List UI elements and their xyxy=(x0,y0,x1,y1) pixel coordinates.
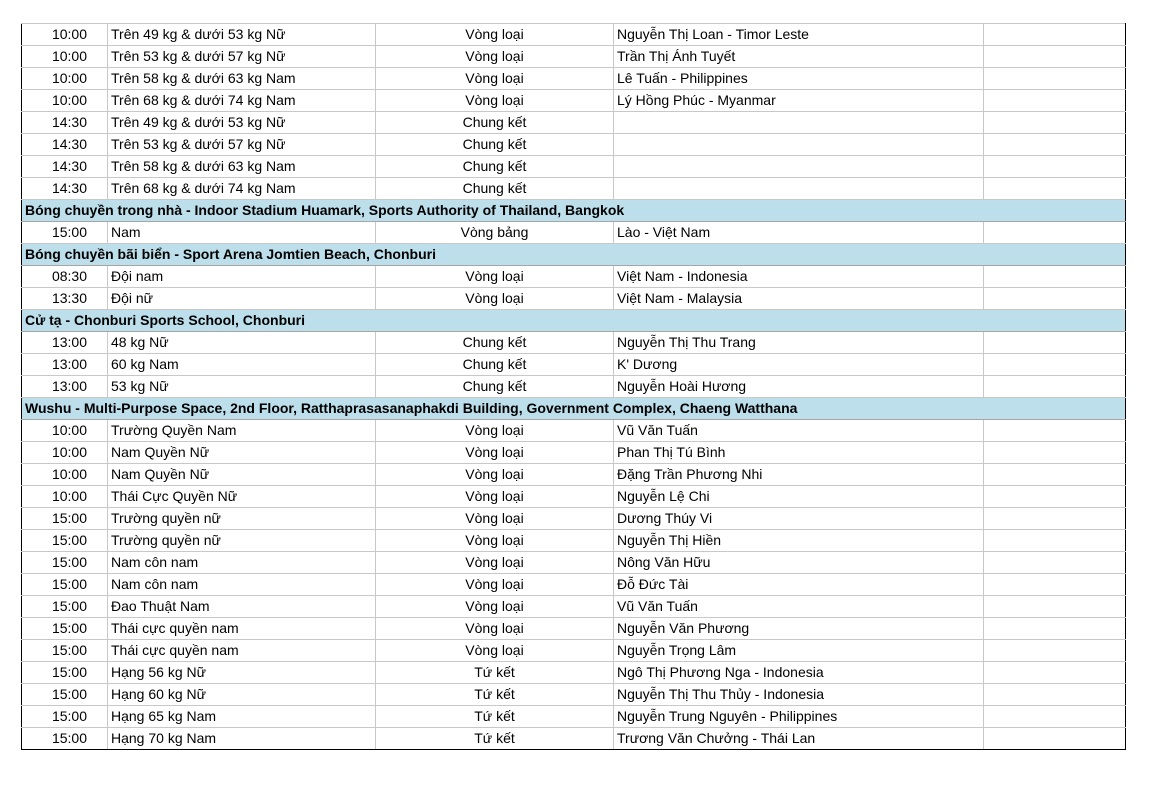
time-cell[interactable]: 10:00 xyxy=(22,464,108,486)
empty-cell[interactable] xyxy=(984,530,1126,552)
event-cell[interactable]: Trên 68 kg & dưới 74 kg Nam xyxy=(108,178,376,200)
event-cell[interactable]: 53 kg Nữ xyxy=(108,376,376,398)
time-cell[interactable]: 15:00 xyxy=(22,596,108,618)
athlete-cell[interactable] xyxy=(614,156,984,178)
time-cell[interactable]: 10:00 xyxy=(22,420,108,442)
time-cell[interactable]: 10:00 xyxy=(22,46,108,68)
table-row[interactable] xyxy=(22,420,1126,442)
time-cell[interactable]: 14:30 xyxy=(22,178,108,200)
stage-cell[interactable]: Vòng loại xyxy=(376,530,614,552)
table-row[interactable] xyxy=(22,442,1126,464)
table-row[interactable] xyxy=(22,706,1126,728)
stage-cell[interactable]: Vòng loại xyxy=(376,24,614,46)
empty-cell[interactable] xyxy=(984,420,1126,442)
empty-cell[interactable] xyxy=(984,486,1126,508)
stage-cell[interactable]: Tứ kết xyxy=(376,728,614,750)
athlete-cell[interactable] xyxy=(614,112,984,134)
event-cell[interactable]: Hạng 56 kg Nữ xyxy=(108,662,376,684)
table-row[interactable] xyxy=(22,486,1126,508)
event-cell[interactable]: Đao Thuật Nam xyxy=(108,596,376,618)
time-cell[interactable]: 14:30 xyxy=(22,134,108,156)
stage-cell[interactable]: Vòng loại xyxy=(376,266,614,288)
time-cell[interactable]: 15:00 xyxy=(22,530,108,552)
time-cell[interactable]: 15:00 xyxy=(22,222,108,244)
time-cell[interactable]: 10:00 xyxy=(22,24,108,46)
section-header-row[interactable] xyxy=(22,398,1126,420)
time-cell[interactable]: 10:00 xyxy=(22,90,108,112)
time-cell[interactable]: 15:00 xyxy=(22,618,108,640)
table-row[interactable] xyxy=(22,46,1126,68)
athlete-cell[interactable]: Lý Hồng Phúc - Myanmar xyxy=(614,90,984,112)
table-row[interactable] xyxy=(22,156,1126,178)
section-title-cell[interactable]: Bóng chuyền bãi biển - Sport Arena Jomtien Beach, Chonburi xyxy=(22,244,1126,266)
table-row[interactable] xyxy=(22,24,1126,46)
empty-cell[interactable] xyxy=(984,728,1126,750)
table-row[interactable] xyxy=(22,684,1126,706)
event-cell[interactable]: Hạng 65 kg Nam xyxy=(108,706,376,728)
time-cell[interactable]: 14:30 xyxy=(22,112,108,134)
section-header-row[interactable] xyxy=(22,200,1126,222)
stage-cell[interactable]: Vòng loại xyxy=(376,420,614,442)
time-cell[interactable]: 13:30 xyxy=(22,288,108,310)
empty-cell[interactable] xyxy=(984,706,1126,728)
table-row[interactable] xyxy=(22,464,1126,486)
stage-cell[interactable]: Vòng loại xyxy=(376,442,614,464)
athlete-cell[interactable]: Trần Thị Ánh Tuyết xyxy=(614,46,984,68)
table-row[interactable] xyxy=(22,178,1126,200)
stage-cell[interactable]: Vòng loại xyxy=(376,486,614,508)
table-row[interactable] xyxy=(22,662,1126,684)
event-cell[interactable]: Nam Quyền Nữ xyxy=(108,464,376,486)
event-cell[interactable]: 60 kg Nam xyxy=(108,354,376,376)
stage-cell[interactable]: Vòng loại xyxy=(376,574,614,596)
time-cell[interactable]: 14:30 xyxy=(22,156,108,178)
athlete-cell[interactable]: Vũ Văn Tuấn xyxy=(614,596,984,618)
table-row[interactable] xyxy=(22,288,1126,310)
event-cell[interactable]: Trên 58 kg & dưới 63 kg Nam xyxy=(108,68,376,90)
empty-cell[interactable] xyxy=(984,640,1126,662)
stage-cell[interactable]: Vòng loại xyxy=(376,552,614,574)
stage-cell[interactable]: Vòng loại xyxy=(376,596,614,618)
table-row[interactable] xyxy=(22,112,1126,134)
athlete-cell[interactable]: Dương Thúy Vi xyxy=(614,508,984,530)
table-row[interactable] xyxy=(22,222,1126,244)
empty-cell[interactable] xyxy=(984,46,1126,68)
event-cell[interactable]: Trên 53 kg & dưới 57 kg Nữ xyxy=(108,46,376,68)
section-title-cell[interactable]: Cử tạ - Chonburi Sports School, Chonburi xyxy=(22,310,1126,332)
stage-cell[interactable]: Vòng loại xyxy=(376,90,614,112)
athlete-cell[interactable]: Nguyễn Lệ Chi xyxy=(614,486,984,508)
event-cell[interactable]: Nam xyxy=(108,222,376,244)
empty-cell[interactable] xyxy=(984,684,1126,706)
athlete-cell[interactable]: Trương Văn Chưởng - Thái Lan xyxy=(614,728,984,750)
empty-cell[interactable] xyxy=(984,508,1126,530)
stage-cell[interactable]: Vòng loại xyxy=(376,464,614,486)
event-cell[interactable]: Nam côn nam xyxy=(108,574,376,596)
event-cell[interactable]: Hạng 70 kg Nam xyxy=(108,728,376,750)
athlete-cell[interactable]: Nguyễn Thị Hiền xyxy=(614,530,984,552)
stage-cell[interactable]: Vòng loại xyxy=(376,618,614,640)
time-cell[interactable]: 15:00 xyxy=(22,662,108,684)
athlete-cell[interactable]: Nông Văn Hữu xyxy=(614,552,984,574)
athlete-cell[interactable]: Vũ Văn Tuấn xyxy=(614,420,984,442)
empty-cell[interactable] xyxy=(984,24,1126,46)
athlete-cell[interactable]: Nguyễn Hoài Hương xyxy=(614,376,984,398)
empty-cell[interactable] xyxy=(984,112,1126,134)
event-cell[interactable]: Hạng 60 kg Nữ xyxy=(108,684,376,706)
table-row[interactable] xyxy=(22,728,1126,750)
schedule-table-body xyxy=(22,24,1126,750)
athlete-cell[interactable]: Lào - Việt Nam xyxy=(614,222,984,244)
stage-cell[interactable]: Vòng bảng xyxy=(376,222,614,244)
event-cell[interactable]: Thái Cực Quyền Nữ xyxy=(108,486,376,508)
empty-cell[interactable] xyxy=(984,222,1126,244)
athlete-cell[interactable]: Đỗ Đức Tài xyxy=(614,574,984,596)
athlete-cell[interactable] xyxy=(614,178,984,200)
event-cell[interactable]: Trên 53 kg & dưới 57 kg Nữ xyxy=(108,134,376,156)
table-row[interactable] xyxy=(22,134,1126,156)
empty-cell[interactable] xyxy=(984,68,1126,90)
athlete-cell[interactable]: Việt Nam - Indonesia xyxy=(614,266,984,288)
section-header-row[interactable] xyxy=(22,244,1126,266)
section-title-cell[interactable]: Bóng chuyền trong nhà - Indoor Stadium Huamark, Sports Authority of Thailand, Bangkok xyxy=(22,200,1126,222)
athlete-cell[interactable]: K' Dương xyxy=(614,354,984,376)
time-cell[interactable]: 13:00 xyxy=(22,376,108,398)
stage-cell[interactable]: Vòng loại xyxy=(376,46,614,68)
stage-cell[interactable]: Chung kết xyxy=(376,156,614,178)
event-cell[interactable]: Trường Quyền Nam xyxy=(108,420,376,442)
table-row[interactable] xyxy=(22,266,1126,288)
event-cell[interactable]: 48 kg Nữ xyxy=(108,332,376,354)
time-cell[interactable]: 15:00 xyxy=(22,552,108,574)
athlete-cell[interactable]: Ngô Thị Phương Nga - Indonesia xyxy=(614,662,984,684)
empty-cell[interactable] xyxy=(984,376,1126,398)
athlete-cell[interactable]: Nguyễn Thị Thu Thủy - Indonesia xyxy=(614,684,984,706)
athlete-cell[interactable]: Đặng Trần Phương Nhi xyxy=(614,464,984,486)
empty-cell[interactable] xyxy=(984,442,1126,464)
stage-cell[interactable]: Vòng loại xyxy=(376,68,614,90)
stage-cell[interactable]: Tứ kết xyxy=(376,684,614,706)
event-cell[interactable]: Trường quyền nữ xyxy=(108,508,376,530)
time-cell[interactable]: 08:30 xyxy=(22,266,108,288)
event-cell[interactable]: Đội nam xyxy=(108,266,376,288)
empty-cell[interactable] xyxy=(984,288,1126,310)
empty-cell[interactable] xyxy=(984,596,1126,618)
empty-cell[interactable] xyxy=(984,332,1126,354)
athlete-cell[interactable]: Nguyễn Văn Phương xyxy=(614,618,984,640)
event-cell[interactable]: Thái cực quyền nam xyxy=(108,618,376,640)
section-header-row[interactable] xyxy=(22,310,1126,332)
event-cell[interactable]: Trên 68 kg & dưới 74 kg Nam xyxy=(108,90,376,112)
empty-cell[interactable] xyxy=(984,178,1126,200)
stage-cell[interactable]: Vòng loại xyxy=(376,640,614,662)
table-row[interactable] xyxy=(22,354,1126,376)
stage-cell[interactable]: Chung kết xyxy=(376,376,614,398)
schedule-table xyxy=(21,23,1126,750)
time-cell[interactable]: 15:00 xyxy=(22,640,108,662)
stage-cell[interactable]: Tứ kết xyxy=(376,662,614,684)
empty-cell[interactable] xyxy=(984,464,1126,486)
empty-cell[interactable] xyxy=(984,574,1126,596)
table-row[interactable] xyxy=(22,376,1126,398)
stage-cell[interactable]: Tứ kết xyxy=(376,706,614,728)
stage-cell[interactable]: Chung kết xyxy=(376,354,614,376)
stage-cell[interactable]: Chung kết xyxy=(376,112,614,134)
time-cell[interactable]: 10:00 xyxy=(22,68,108,90)
empty-cell[interactable] xyxy=(984,354,1126,376)
athlete-cell[interactable]: Việt Nam - Malaysia xyxy=(614,288,984,310)
athlete-cell[interactable]: Nguyễn Trọng Lâm xyxy=(614,640,984,662)
event-cell[interactable]: Trên 58 kg & dưới 63 kg Nam xyxy=(108,156,376,178)
time-cell[interactable]: 15:00 xyxy=(22,706,108,728)
stage-cell[interactable]: Vòng loại xyxy=(376,508,614,530)
stage-cell[interactable]: Chung kết xyxy=(376,178,614,200)
time-cell[interactable]: 15:00 xyxy=(22,508,108,530)
event-cell[interactable]: Trường quyền nữ xyxy=(108,530,376,552)
table-row[interactable] xyxy=(22,640,1126,662)
athlete-cell[interactable]: Lê Tuấn - Philippines xyxy=(614,68,984,90)
table-row[interactable] xyxy=(22,508,1126,530)
time-cell[interactable]: 15:00 xyxy=(22,728,108,750)
table-row[interactable] xyxy=(22,574,1126,596)
time-cell[interactable]: 10:00 xyxy=(22,486,108,508)
time-cell[interactable]: 10:00 xyxy=(22,442,108,464)
table-row[interactable] xyxy=(22,596,1126,618)
empty-cell[interactable] xyxy=(984,90,1126,112)
empty-cell[interactable] xyxy=(984,156,1126,178)
table-row[interactable] xyxy=(22,530,1126,552)
empty-cell[interactable] xyxy=(984,552,1126,574)
table-row[interactable] xyxy=(22,90,1126,112)
stage-cell[interactable]: Chung kết xyxy=(376,332,614,354)
athlete-cell[interactable]: Phan Thị Tú Bình xyxy=(614,442,984,464)
time-cell[interactable]: 13:00 xyxy=(22,332,108,354)
event-cell[interactable]: Thái cực quyền nam xyxy=(108,640,376,662)
time-cell[interactable]: 15:00 xyxy=(22,574,108,596)
event-cell[interactable]: Đội nữ xyxy=(108,288,376,310)
event-cell[interactable]: Nam côn nam xyxy=(108,552,376,574)
athlete-cell[interactable] xyxy=(614,134,984,156)
empty-cell[interactable] xyxy=(984,618,1126,640)
event-cell[interactable]: Trên 49 kg & dưới 53 kg Nữ xyxy=(108,24,376,46)
table-row[interactable] xyxy=(22,68,1126,90)
empty-cell[interactable] xyxy=(984,266,1126,288)
stage-cell[interactable]: Chung kết xyxy=(376,134,614,156)
table-row[interactable] xyxy=(22,618,1126,640)
section-title-cell[interactable]: Wushu - Multi-Purpose Space, 2nd Floor, Ratthaprasasanaphakdi Building, Government Complex, Chaeng Watthana xyxy=(22,398,1126,420)
event-cell[interactable]: Trên 49 kg & dưới 53 kg Nữ xyxy=(108,112,376,134)
empty-cell[interactable] xyxy=(984,662,1126,684)
event-cell[interactable]: Nam Quyền Nữ xyxy=(108,442,376,464)
athlete-cell[interactable]: Nguyễn Trung Nguyên - Philippines xyxy=(614,706,984,728)
time-cell[interactable]: 13:00 xyxy=(22,354,108,376)
athlete-cell[interactable]: Nguyễn Thị Thu Trang xyxy=(614,332,984,354)
empty-cell[interactable] xyxy=(984,134,1126,156)
stage-cell[interactable]: Vòng loại xyxy=(376,288,614,310)
athlete-cell[interactable]: Nguyễn Thị Loan - Timor Leste xyxy=(614,24,984,46)
table-row[interactable] xyxy=(22,552,1126,574)
time-cell[interactable]: 15:00 xyxy=(22,684,108,706)
table-row[interactable] xyxy=(22,332,1126,354)
